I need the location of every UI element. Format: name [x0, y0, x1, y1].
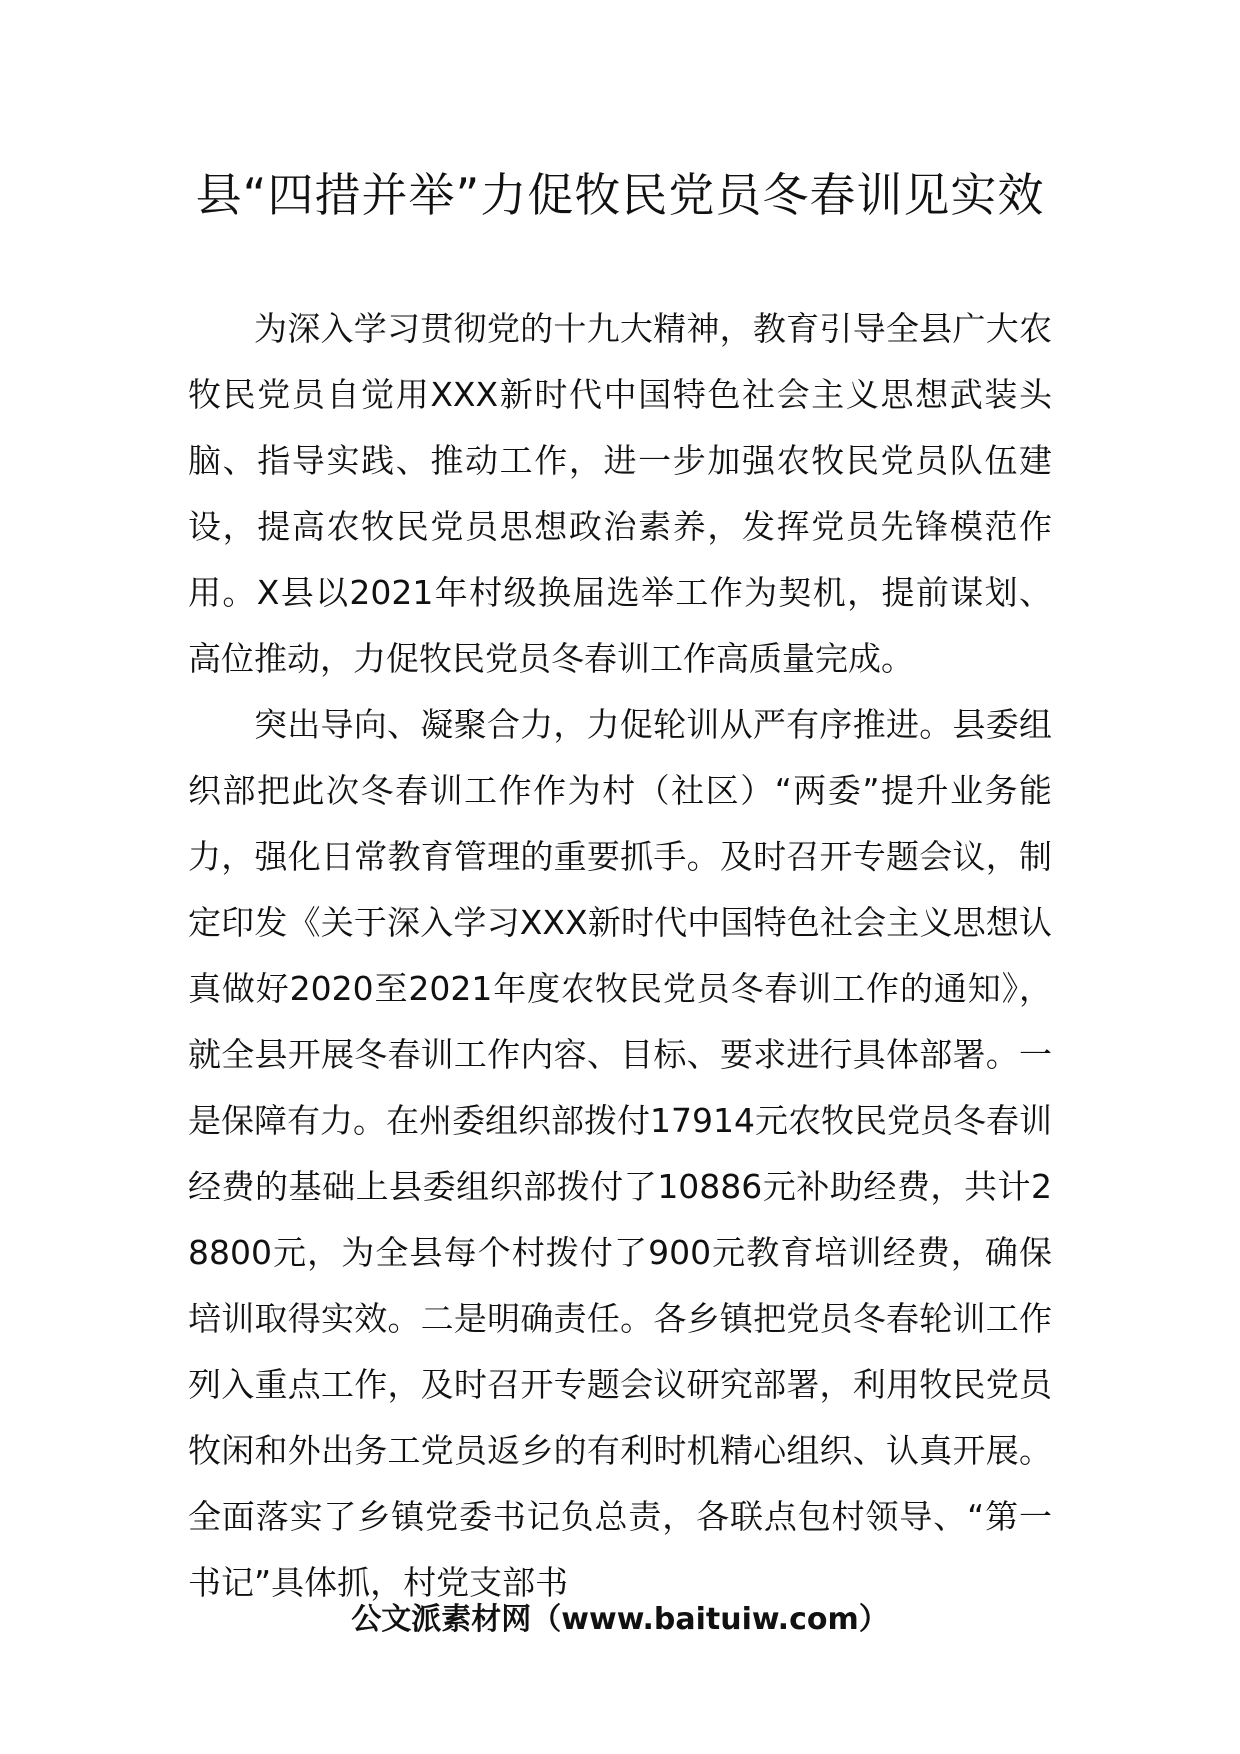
footer-watermark: 公文派素材网（www.baituiw.com）: [351, 1602, 889, 1637]
paragraph-intro: 为深入学习贯彻党的十九大精神，教育引导全县广大农牧民党员自觉用XXX新时代中国特色社会主义思想武装头脑、指导实践、推动工作，进一步加强农牧民党员队伍建设，提高农牧民党员思想政治素养，发挥党员先锋模范作用。X县以2021年村级换届选举工作为契机，提前谋划、高位推动，力促牧民党员冬春训工作高质量完成。: [188, 309, 1052, 678]
paragraph-guidance: 突出导向、凝聚合力，力促轮训从严有序推进。县委组织部把此次冬春训工作作为村（社区）“两委”提升业务能力，强化日常教育管理的重要抓手。及时召开专题会议，制定印发《关于深入学习XXX新时代中国特色社会主义思想认真做好2020至2021年度农牧民党员冬春训工作的通知》，就全县开展冬春训工作内容、目标、要求进行具体部署。一是保障有力。在州委组织部拨付17914元农牧民党员冬春训经费的基础上县委组织部拨付了10886元补助经费，共计28800元，为全县每个村拨付了900元教育培训经费，确保培训取得实效。二是明确责任。各乡镇把党员冬春轮训工作列入重点工作，及时召开专题会议研究部署，利用牧民党员牧闲和外出务工党员返乡的有利时机精心组织、认真开展。全面落实了乡镇党委书记负总责，各联点包村领导、“第一书记”具体抓，村党支部书: [188, 705, 1052, 1602]
document-body: [188, 296, 1052, 1616]
document-title: 县“四措并举”力促牧民党员冬春训见实效: [195, 168, 1045, 222]
